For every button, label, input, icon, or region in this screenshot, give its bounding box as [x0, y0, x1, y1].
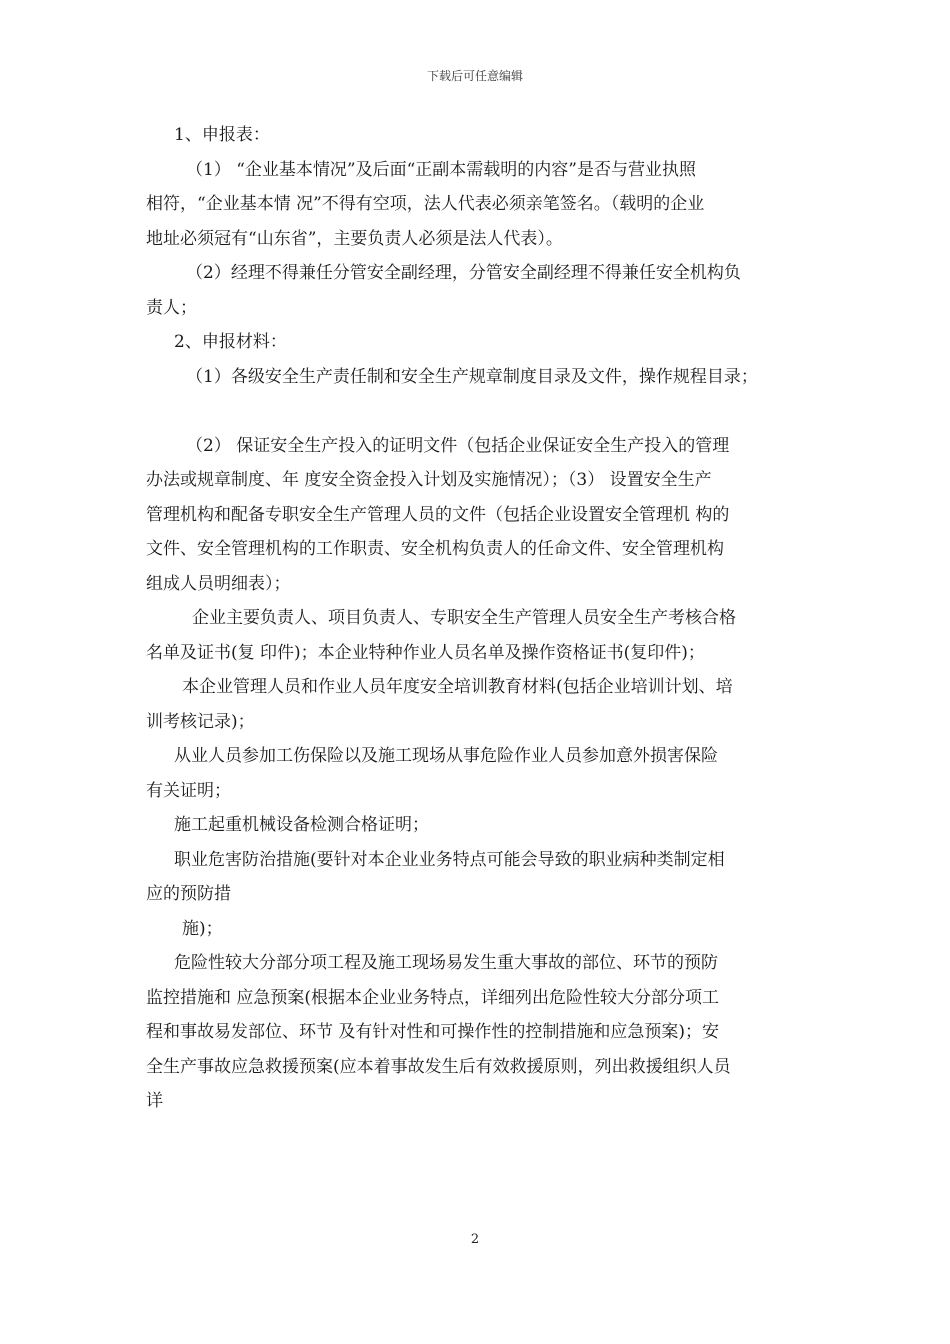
text-line: 名单及证书(复 印件)；本企业特种作业人员名单及操作资格证书(复印件)；: [146, 642, 705, 663]
text-line: （2） 保证安全生产投入的证明文件（包括企业保证安全生产投入的管理: [186, 435, 730, 456]
text-line: （1）各级安全生产责任制和安全生产规章制度目录及文件，操作规程目录；: [186, 366, 758, 387]
text-line: 施)；: [182, 918, 223, 939]
text-line: （1） “企业基本情况”及后面“正副本需载明的内容”是否与营业执照: [186, 159, 696, 180]
text-line: 职业危害防治措施(要针对本企业业务特点可能会导致的职业病种类制定相: [174, 849, 725, 870]
text-line: 1、申报表：: [174, 125, 270, 145]
text-line: 地址必须冠有“山东省”，主要负责人必须是法人代表）。: [146, 228, 563, 249]
document-body: [146, 118, 816, 1119]
text-line: 本企业管理人员和作业人员年度安全培训教育材料(包括企业培训计划、培: [182, 677, 733, 697]
text-line: 程和事故易发部位、环节 及有针对性和可操作性的控制措施和应急预案)；安: [146, 1022, 720, 1042]
blank-line: [146, 394, 816, 429]
text-line: 详: [146, 1091, 163, 1111]
text-line: （2）经理不得兼任分管安全副经理，分管安全副经理不得兼任安全机构负: [186, 263, 741, 283]
text-line: 管理机构和配备专职安全生产管理人员的文件（包括企业设置安全管理机 构的: [146, 504, 730, 525]
text-line: 施工起重机械设备检测合格证明；: [174, 815, 429, 835]
text-line: 相符，“企业基本情 况”不得有空项，法人代表必须亲笔签名。（载明的企业: [146, 194, 705, 214]
text-line: 监控措施和 应急预案(根据本企业业务特点，详细列出危险性较大分部分项工: [146, 987, 720, 1008]
text-line: 组成人员明细表）；: [146, 573, 291, 594]
text-line: 办法或规章制度、年 度安全资金投入计划及实施情况）；（3） 设置安全生产: [146, 470, 712, 490]
text-line: 应的预防措: [146, 884, 231, 904]
page-number: 2: [470, 1232, 480, 1247]
text-line: 2、申报材料：: [174, 332, 287, 352]
text-line: 责人；: [146, 297, 197, 318]
page-header: 下载后可任意编辑: [426, 69, 523, 83]
text-line: 训考核记录)；: [146, 711, 255, 732]
text-line: 危险性较大分部分项工程及施工现场易发生重大事故的部位、环节的预防: [174, 953, 718, 973]
text-line: 有关证明；: [146, 780, 231, 801]
text-line: 企业主要负责人、项目负责人、专职安全生产管理人员安全生产考核合格: [192, 608, 736, 628]
text-line: 文件、安全管理机构的工作职责、安全机构负责人的任命文件、安全管理机构: [146, 539, 724, 559]
text-line: 全生产事故应急救援预案(应本着事故发生后有效救援原则，列出救援组织人员: [146, 1056, 731, 1077]
text-line: 从业人员参加工伤保险以及施工现场从事危险作业人员参加意外损害保险: [174, 746, 718, 766]
